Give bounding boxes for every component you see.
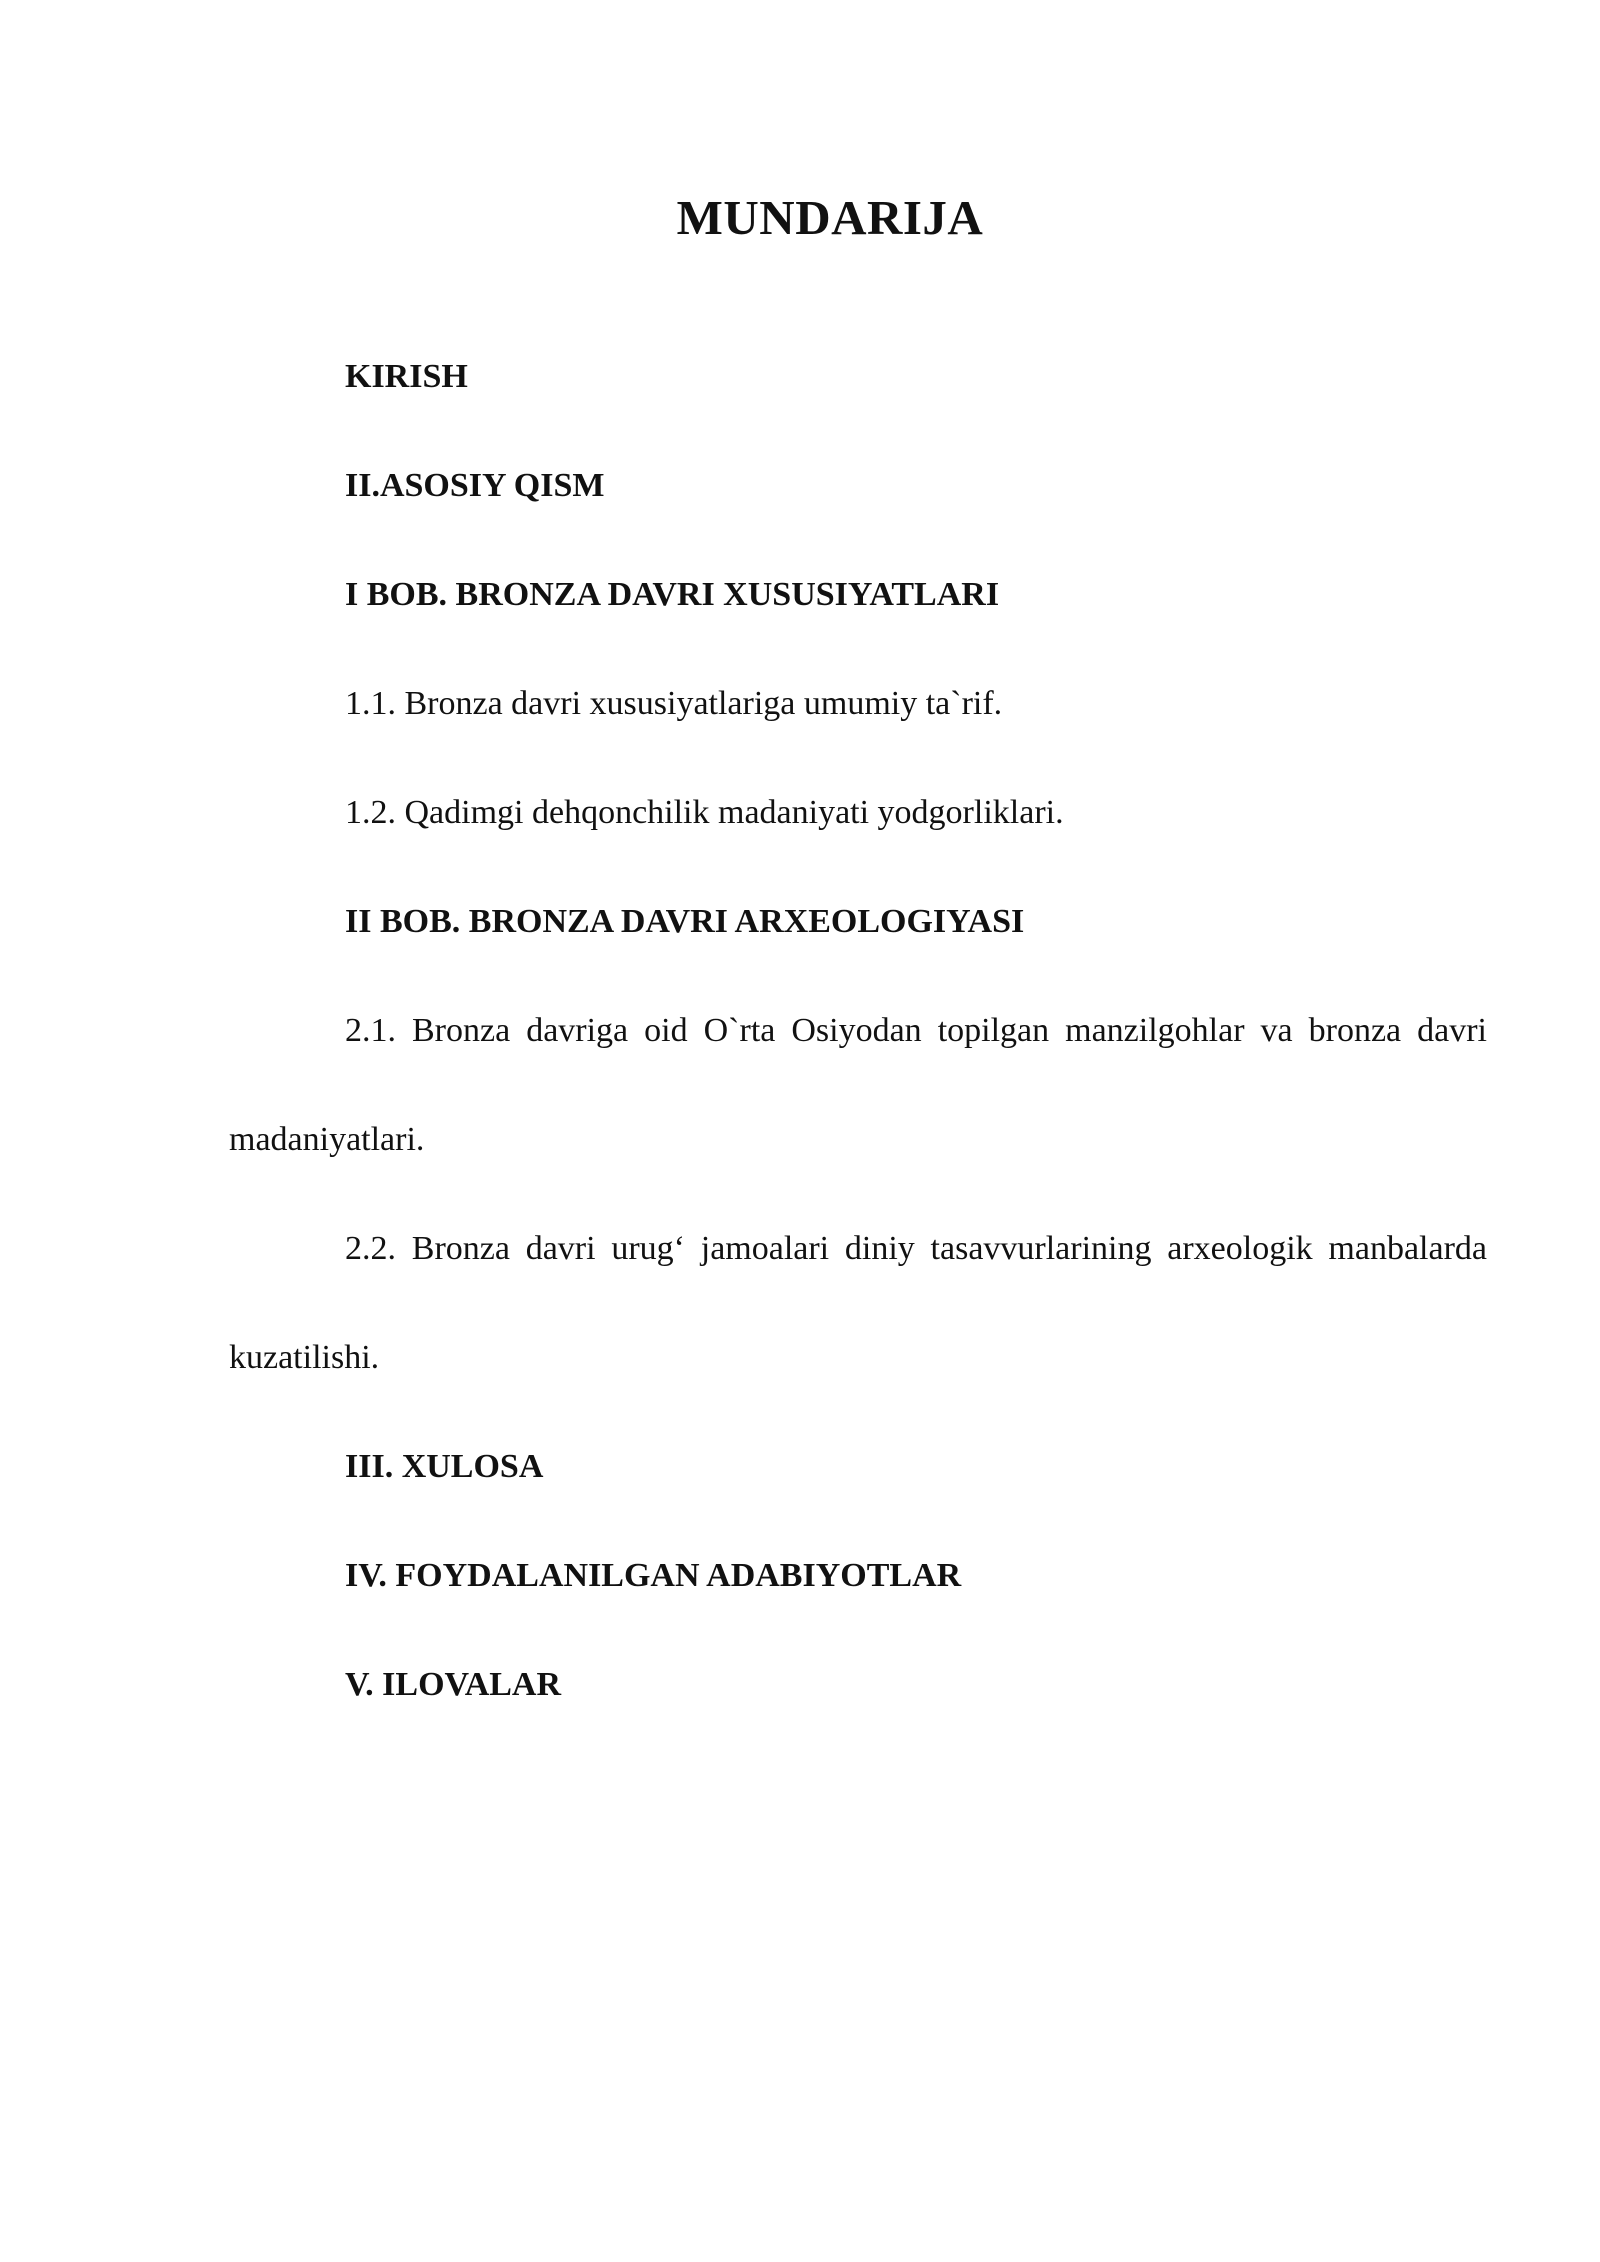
table-of-contents [229,322,1487,1739]
toc-entry-section-1-2: 1.2. Qadimgi dehqonchilik madaniyati yodgorliklari. [345,794,1064,831]
toc-entry-chapter-2: II BOB. BRONZA DAVRI ARXEOLOGIYASI [345,903,1025,940]
page-title: MUNDARIJA [676,190,984,245]
toc-entry-chapter-1: I BOB. BRONZA DAVRI XUSUSIYATLARI [345,576,1000,613]
toc-entry-conclusion: III. XULOSA [345,1448,544,1485]
toc-entry-references: IV. FOYDALANILGAN ADABIYOTLAR [345,1557,962,1594]
toc-entry-introduction: KIRISH [345,358,468,395]
toc-entry-section-2-1: 2.1. Bronza davriga oid O`rta Osiyodan topilgan manzilgohlar va bronza davri madaniyatlari. [229,1012,1487,1158]
toc-entry-main-part: II.ASOSIY QISM [345,467,605,504]
toc-entry-appendices: V. ILOVALAR [345,1666,562,1703]
toc-entry-section-2-2: 2.2. Bronza davri urug‘ jamoalari diniy tasavvurlarining arxeologik manbalarda kuzatilishi. [229,1230,1487,1376]
toc-entry-section-1-1: 1.1. Bronza davri xususiyatlariga umumiy ta`rif. [345,685,1003,722]
